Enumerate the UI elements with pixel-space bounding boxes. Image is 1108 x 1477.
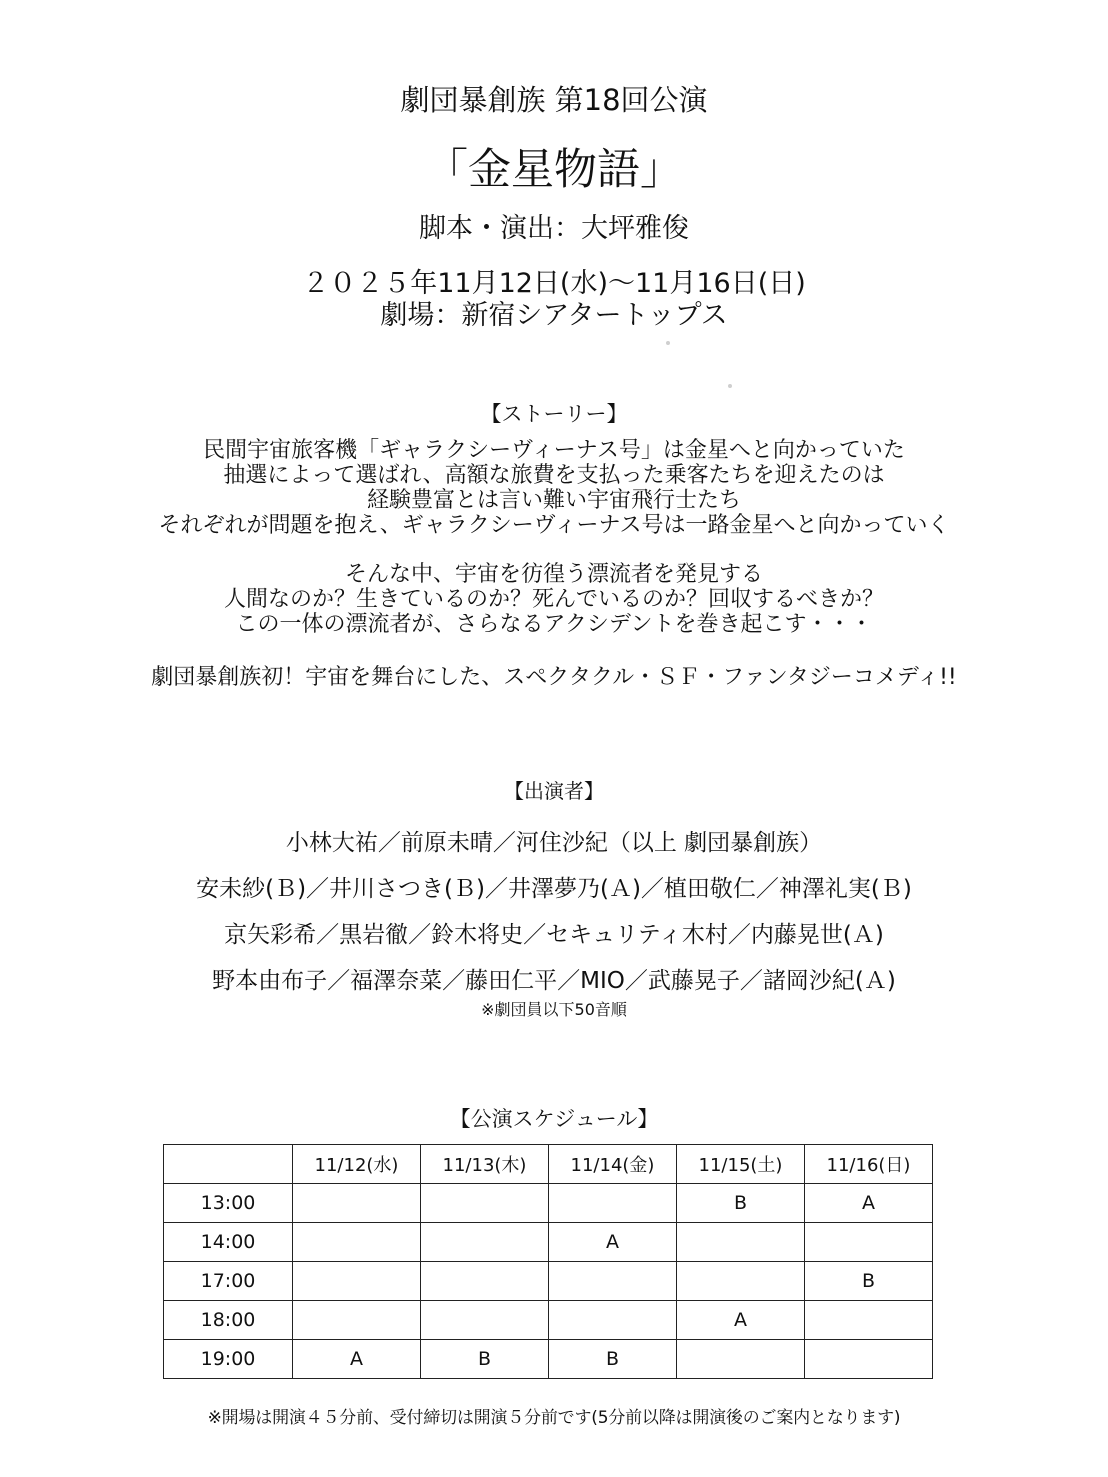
cast-line: 野本由布子／福澤奈菜／藤田仁平／MIO／武藤晃子／諸岡沙紀(Ａ): [212, 968, 896, 994]
cast-team-cell: [421, 1223, 549, 1262]
cast-team-cell: [293, 1262, 421, 1301]
venue: 劇場：新宿シアタートップス: [380, 300, 728, 331]
date-header: 11/14(金): [549, 1145, 677, 1184]
speck: [666, 341, 670, 345]
schedule-row: [164, 1301, 933, 1340]
date-header: 11/12(水): [293, 1145, 421, 1184]
cast-order-note: ※劇団員以下50音順: [481, 1000, 627, 1019]
cast-team-cell: [549, 1301, 677, 1340]
schedule-table: [163, 1144, 933, 1379]
play-title: 「金星物語」: [425, 145, 683, 195]
cast-team-cell: [677, 1262, 805, 1301]
story-paragraph-1: [0, 438, 1108, 538]
cast-team-cell: [421, 1301, 549, 1340]
cast-team-cell: [549, 1262, 677, 1301]
story-line: 民間宇宙旅客機「ギャラクシーヴィーナス号」は金星へと向かっていた: [203, 438, 905, 463]
cast-team-cell: B: [421, 1340, 549, 1379]
cast-team-cell: B: [549, 1340, 677, 1379]
cast-team-cell: [677, 1340, 805, 1379]
troupe-performance-line: 劇団暴創族 第18回公演: [400, 83, 708, 117]
cast-team-cell: [805, 1340, 933, 1379]
cast-team-cell: [293, 1301, 421, 1340]
cast-line: 小林大祐／前原未晴／河住沙紀（以上 劇団暴創族）: [285, 830, 823, 856]
cast-team-cell: [421, 1262, 549, 1301]
schedule-row: [164, 1340, 933, 1379]
time-cell: 14:00: [164, 1223, 293, 1262]
cast-team-cell: [805, 1301, 933, 1340]
schedule-row: [164, 1184, 933, 1223]
story-line: この一体の漂流者が、さらなるアクシデントを巻き起こす・・・: [235, 612, 873, 637]
story-paragraph-2: [0, 562, 1108, 637]
cast-team-cell: [549, 1184, 677, 1223]
story-tagline: 劇団暴創族初！宇宙を舞台にした、スペクタクル・ＳＦ・ファンタジーコメディ!!: [151, 665, 957, 690]
performance-dates: ２０２５年11月12日(水)〜11月16日(日): [302, 268, 806, 299]
schedule-heading: 【公演スケジュール】: [449, 1107, 659, 1131]
cast-heading: 【出演者】: [504, 779, 604, 803]
speck: [728, 384, 732, 388]
story-line: そんな中、宇宙を彷徨う漂流者を発見する: [344, 562, 763, 587]
cast-line: 安未紗(Ｂ)／井川さつき(Ｂ)／井澤夢乃(Ａ)／植田敬仁／神澤礼実(Ｂ): [196, 876, 912, 902]
cast-team-cell: B: [677, 1184, 805, 1223]
time-cell: 18:00: [164, 1301, 293, 1340]
time-cell: 13:00: [164, 1184, 293, 1223]
date-header: 11/16(日): [805, 1145, 933, 1184]
cast-team-cell: [293, 1184, 421, 1223]
time-cell: 17:00: [164, 1262, 293, 1301]
story-line: 経験豊富とは言い難い宇宙飛行士たち: [366, 488, 741, 513]
schedule-row: [164, 1223, 933, 1262]
cast-team-cell: [805, 1223, 933, 1262]
cast-team-cell: A: [677, 1301, 805, 1340]
cast-team-cell: A: [293, 1340, 421, 1379]
story-line: 人間なのか？生きているのか？死んでいるのか？回収するべきか？: [223, 587, 884, 612]
writer-director-credit: 脚本・演出：大坪雅俊: [419, 213, 689, 244]
cast-list: [0, 820, 1108, 1004]
time-cell: 19:00: [164, 1340, 293, 1379]
schedule-header-row: [164, 1145, 933, 1184]
story-heading: 【ストーリー】: [480, 402, 628, 426]
cast-line: 京矢彩希／黒岩徹／鈴木将史／セキュリティ木村／内藤晃世(Ａ): [224, 922, 884, 948]
schedule-row: [164, 1262, 933, 1301]
date-venue-block: [0, 268, 1108, 332]
cast-team-cell: [293, 1223, 421, 1262]
story-line: 抽選によって選ばれ、高額な旅費を支払った乗客たちを迎えたのは: [223, 463, 885, 488]
corner-cell: [164, 1145, 293, 1184]
cast-team-cell: A: [805, 1184, 933, 1223]
admission-footnote: ※開場は開演４５分前、受付締切は開演５分前です(5分前以降は開演後のご案内となります): [207, 1408, 901, 1428]
story-line: それぞれが問題を抱え、ギャラクシーヴィーナス号は一路金星へと向かっていく: [158, 513, 950, 538]
cast-team-cell: B: [805, 1262, 933, 1301]
date-header: 11/15(土): [677, 1145, 805, 1184]
date-header: 11/13(木): [421, 1145, 549, 1184]
cast-team-cell: [421, 1184, 549, 1223]
cast-team-cell: [677, 1223, 805, 1262]
cast-team-cell: A: [549, 1223, 677, 1262]
